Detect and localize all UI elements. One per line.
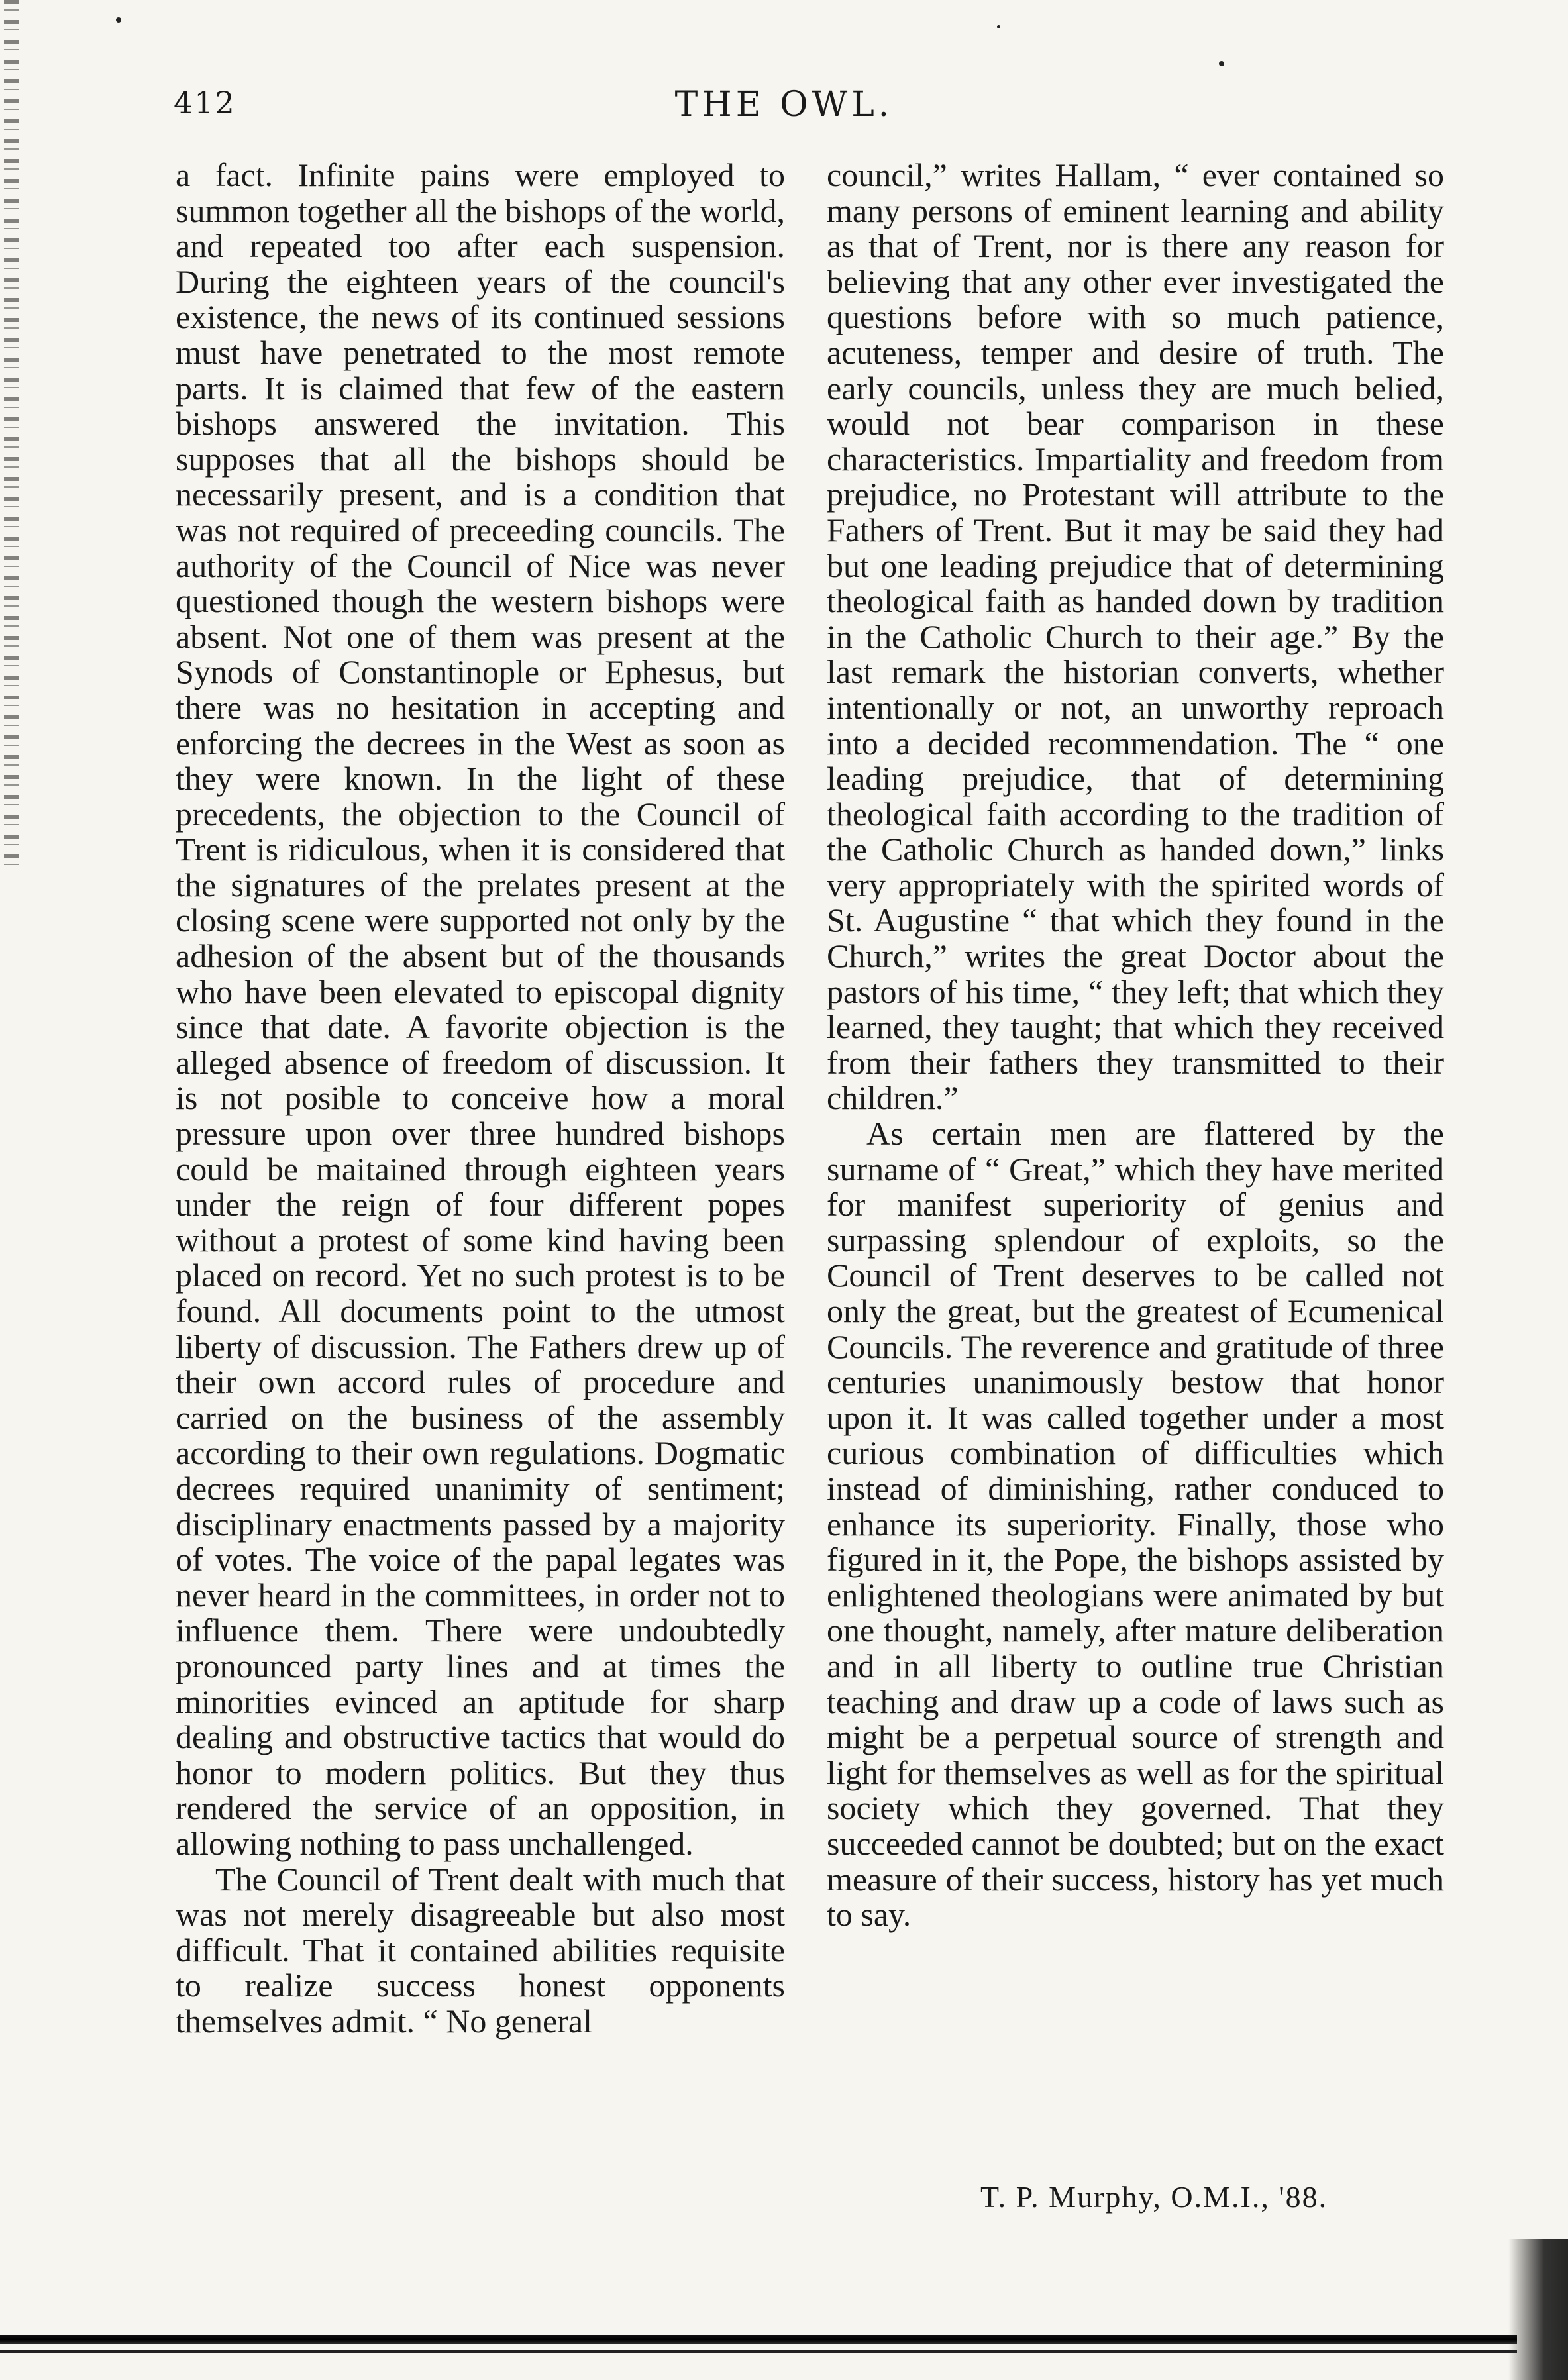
scan-binding-edge — [4, 0, 19, 874]
page-bottom-rule — [0, 2335, 1517, 2344]
author-signature: T. P. Murphy, O.M.I., '88. — [980, 2180, 1328, 2214]
left-column — [176, 158, 785, 2039]
paragraph: The Council of Trent dealt with much that was not merely disagreeable but also most difficult. That it contained abilities requisite to realize success honest opponents themselves admit. “ No general — [176, 1860, 785, 2040]
paragraph: a fact. Infinite pains were employed to summon together all the bishops of the world, and repeated too after each suspension. During the eighteen years of the council's existence, the news of its continued sessions must have penetrated to the most remote parts. It is claimed that few of the eastern bishops answered the invitation. This supposes that all the bishops should be necessarily present, and is a condition that was not required of preceeding councils. The authority of the Council of Nice was never questioned though the western bishops were absent. Not one of them was present at the Synods of Constantinople or Ephesus, but there was no hesitation in accepting and enforcing the decrees in the West as soon as they were known. In the light of these precedents, the objection to the Council of Trent is ridiculous, when it is considered that the signatures of the prelates present at the closing scene were supported not only by the adhesion of the absent but of the thousands who have been elevated to episcopal dignity since that date. A favorite objection is the alleged absence of freedom of discussion. It is not posible to conceive how a moral pressure upon over three hundred bishops could be maitained through eighteen years under the reign of four different popes without a protest of some kind having been placed on record. Yet no such protest is to be found. All documents point to the utmost liberty of discussion. The Fathers drew up of their own accord rules of procedure and carried on the business of the assembly according to their own regulations. Dogmatic decrees required unanimity of sentiment; disciplinary enactments passed by a majority of votes. The voice of the papal legates was never heard in the committees, in order not to influence them. There were undoubtedly pronounced party lines and at times the minorities evinced an aptitude for sharp dealing and obstructive tactics that would do honor to modern politics. But they thus rendered the service of an opposition, in allowing nothing to pass unchallenged. — [176, 156, 785, 1862]
page-number: 412 — [174, 85, 236, 121]
scan-corner-shadow — [1508, 2239, 1568, 2380]
paragraph: As certain men are flattered by the surname of “ Great,” which they have merited for manifest superiority of genius and surpassing splendour of exploits, so the Council of Trent deserves to be called not only the great, but the greatest of Ecumenical Councils. The reverence and gratitude of three centuries unanimously bestow that honor upon it. It was called together under a most curious combination of difficulties which instead of diminishing, rather conduced to enhance its superiority. Finally, those who figured in it, the Pope, the bishops assisted by enlightened theologians were animated by but one thought, namely, after mature deliberation and in all liberty to outline true Christian teaching and draw up a code of laws such as might be a perpetual source of strength and light for themselves as well as for the spiritual society which they governed. That they succeeded cannot be doubted; but on the exact measure of their success, history has yet much to say. — [827, 1115, 1444, 1934]
paragraph: council,” writes Hallam, “ ever contained so many persons of eminent learning and ability as that of Trent, nor is there any reason for believing that any other ever investigated the questions before with so much patience, acuteness, temper and desire of truth. The early councils, unless they are much belied, would not bear comparison in these characteristics. Impartiality and freedom from prejudice, no Protestant will attribute to the Fathers of Trent. But it may be said they had but one leading prejudice that of determining theological faith as handed down by tradition in the Catholic Church to their age.” By the last remark the historian converts, whether intentionally or not, an unworthy reproach into a decided recommendation. The “ one leading prejudice, that of determining theological faith according to the tradition of the Catholic Church as handed down,” links very appropriately with the spirited words of St. Augustine “ that which they found in the Church,” writes the great Doctor about the pastors of his time, “ they left; that which they learned, they taught; that which they received from their fathers they transmitted to their children.” — [827, 156, 1444, 1117]
right-column — [827, 158, 1444, 1933]
scan-speck — [1219, 61, 1224, 66]
page-bottom-rule-thin — [0, 2350, 1517, 2353]
scan-speck — [116, 17, 121, 23]
running-head: THE OWL. — [674, 85, 894, 125]
scan-speck — [997, 25, 1000, 28]
